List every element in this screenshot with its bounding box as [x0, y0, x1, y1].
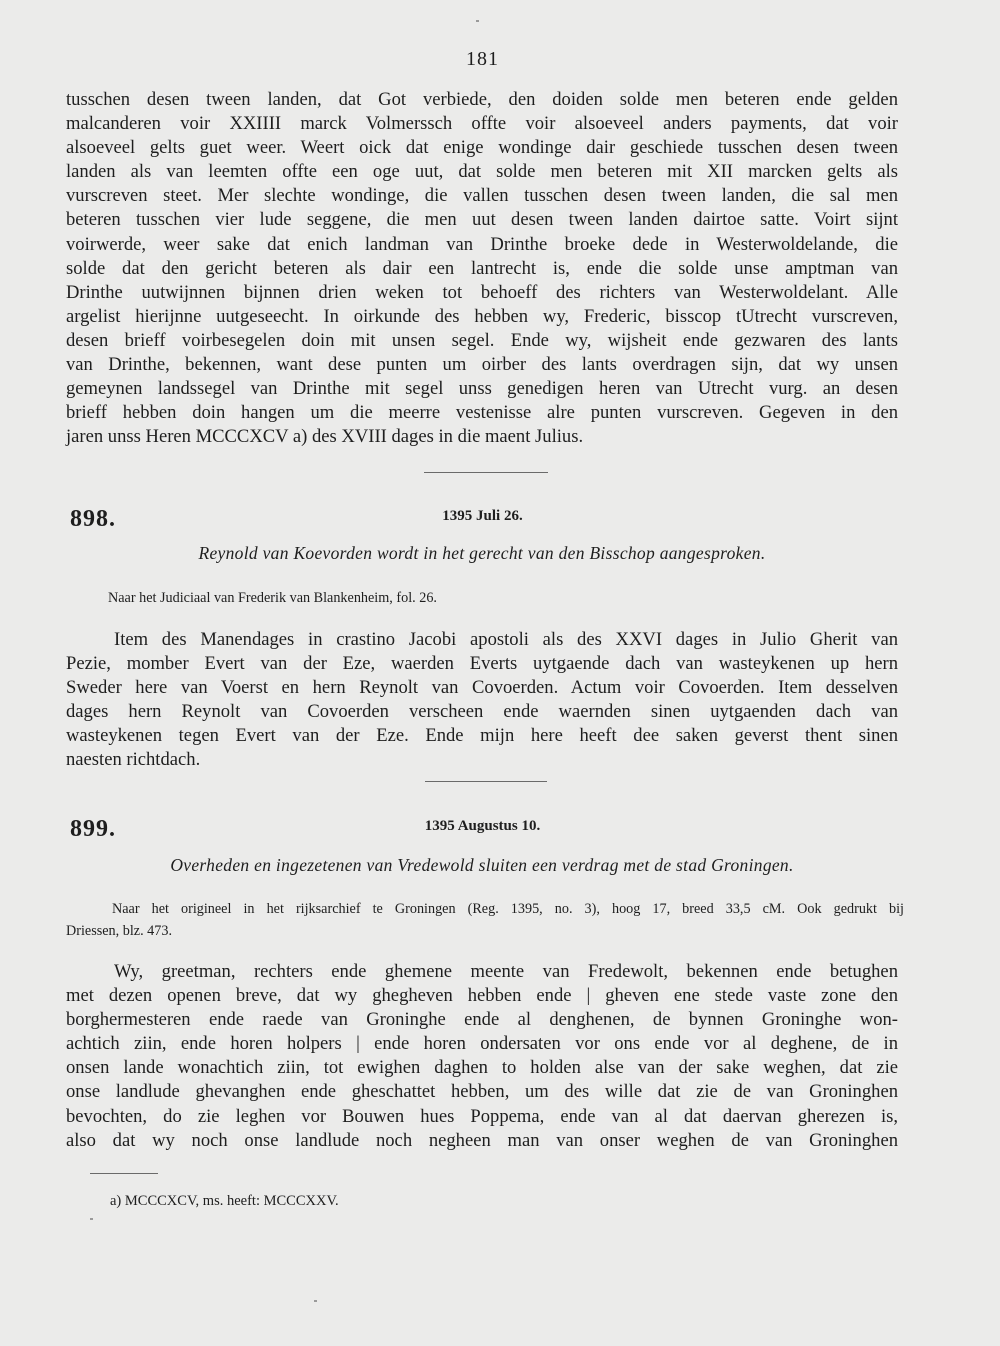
text-line: tusschen desen tween landen, dat Got verbiede, den doiden solde men beteren ende gelden	[66, 89, 898, 110]
text-line: naesten richtdach.	[66, 749, 201, 771]
text-line: van Drinthe, bekennen, want dese punten um oirber des lants overdragen sijn, dat wy unsen	[66, 354, 898, 376]
text-line: Wy, greetman, rechters ende ghemene meente van Fredewolt, bekennen ende betughen	[114, 961, 898, 982]
text-line: desen brieff voirbesegelen doin mit unsen segel. Ende wy, wijsheit ende gezwaren des lants	[66, 329, 898, 351]
text-line: dages hern Reynolt van Covoerden verscheen ende waernden sinen uytgaenden dach van	[66, 701, 898, 723]
source-note	[66, 898, 904, 942]
continuation-paragraph	[66, 88, 898, 449]
source-line: Driessen, blz. 473.	[66, 923, 172, 939]
text-line: onsen lande wonachtich ziin, tot ewighen daghen to holden alse van der sake weghen, dat zie	[66, 1057, 898, 1079]
paper-speck	[314, 1300, 317, 1302]
source-note	[108, 587, 808, 609]
text-line: wasteykenen tegen Evert van der Eze. Ende mijn here heeft dee saken geverst thent sinen	[66, 725, 898, 747]
footnote: a) MCCCXCV, ms. heeft: MCCCXXV.	[110, 1193, 339, 1209]
text-line: alsoeveel gelts guet weer. Weert oick dat enige wondinge dair geschiede tusschen desen tween	[66, 137, 898, 159]
text-line: beteren tusschen vier lude seggene, die men uut desen tween landen dairtoe satte. Voirt sijnt	[66, 209, 898, 231]
text-line: Sweder here van Voerst en hern Reynolt van Covoerden. Actum voir Covoerden. Item desselven	[66, 677, 898, 699]
section-divider	[424, 472, 548, 473]
text-line: onse landlude ghevanghen ende gheschattet hebben, um des wille dat zie de van Groninghen	[66, 1081, 898, 1103]
text-line: gemeynen landssegel van Drinthe mit segel unss genedigen heren van Utrecht vurg. an desen	[66, 378, 898, 400]
text-line: solde dat den gericht beteren als dair een lantrecht is, ende die solde unse amptman van	[66, 257, 898, 279]
text-line: achtich ziin, ende horen holpers | ende horen ondersaten vor ons ende vor al deghene, de in	[66, 1033, 898, 1055]
document-number: 898.	[70, 506, 116, 532]
text-line: also dat wy noch onse landlude noch negheen man van onser weghen de van Groninghen	[66, 1129, 898, 1151]
text-line: malcanderen voir XXIIII marck Volmerssch offte voir alsoeveel anders payments, dat voir	[66, 113, 898, 135]
document-title: Reynold van Koevorden wordt in het gerecht van den Bisschop aangesproken.	[198, 543, 766, 563]
document-number: 899.	[70, 816, 116, 842]
text-line: borghermesteren ende raede van Groninghe ende al denghenen, de bynnen Groninghe won-	[66, 1009, 898, 1031]
footnote-divider	[90, 1173, 158, 1174]
text-line: brieff hebben doin hangen um die meerre vestenisse alre punten vurscreven. Gegeven in den	[66, 402, 898, 424]
text-line: jaren unss Heren MCCCXCV a) des XVIII dages in die maent Julius.	[66, 426, 584, 448]
text-line: Drinthe uutwijnnen bijnnen drien weken tot behoeff des richters van Westerwoldelant. Alle	[66, 281, 898, 303]
page-number: 181	[466, 48, 499, 70]
document-title: Overheden en ingezetenen van Vredewold sluiten een verdrag met de stad Groningen.	[170, 855, 794, 875]
text-line: bevochten, do zie leghen vor Bouwen hues Poppema, ende van al dat daervan gherezen is,	[66, 1105, 898, 1127]
text-line: Item des Manendages in crastino Jacobi apostoli als des XXVI dages in Julio Gherit van	[114, 629, 898, 650]
document-date: 1395 Juli 26.	[442, 508, 523, 524]
source-line: Naar het origineel in het rijksarchief te Groningen (Reg. 1395, no. 3), hoog 17, breed 33,5 cM. Ook gedrukt bij	[112, 901, 904, 917]
section-divider	[425, 781, 547, 782]
text-line: voirwerde, weer sake dat enich landman van Drinthe broeke dede in Westerwoldelande, die	[66, 233, 898, 255]
document-date: 1395 Augustus 10.	[424, 818, 541, 834]
document-text	[66, 960, 898, 1153]
document-text	[66, 628, 898, 773]
text-line: vurscreven steet. Mer slechte wondinge, die vallen tusschen desen tween landen, die sal men	[66, 185, 898, 207]
paper-speck	[476, 20, 479, 22]
source-line: Naar het Judiciaal van Frederik van Blankenheim, fol. 26.	[108, 590, 437, 606]
text-line: met dezen openen breve, dat wy ghegheven hebben ende | gheven ene stede vaste zone den	[66, 985, 898, 1007]
text-line: Pezie, momber Evert van der Eze, waerden Everts uytgaende dach van wasteykenen up hern	[66, 653, 898, 675]
paper-speck	[90, 1218, 93, 1220]
text-line: landen als van leemten offte een oge uut, dat solde men beteren mit XII marcken gelts als	[66, 161, 898, 183]
text-line: argelist hierijnne uutgeseecht. In oirkunde des hebben wy, Frederic, bisscop tUtrecht vurscreven,	[66, 305, 898, 327]
